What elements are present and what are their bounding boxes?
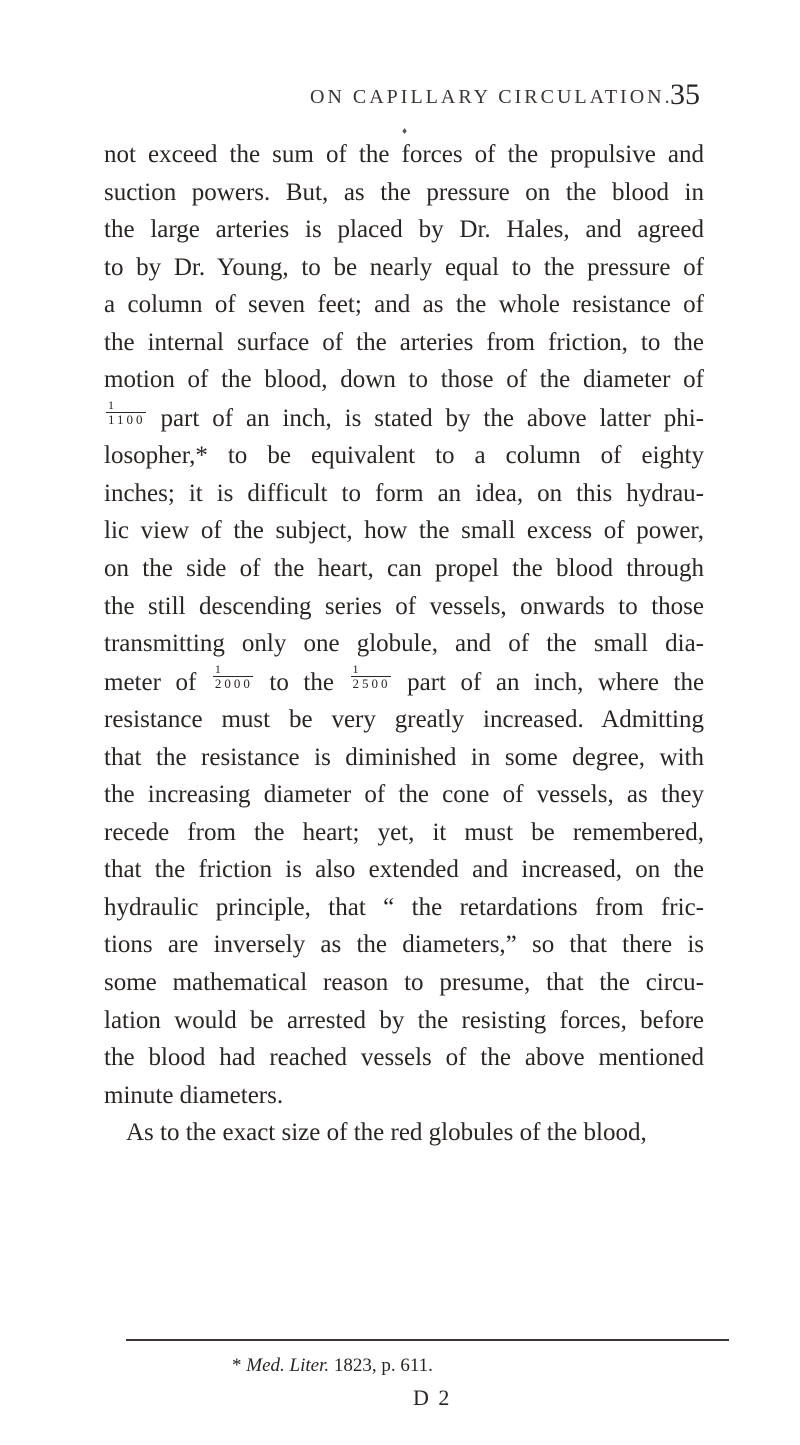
text-line: a column of seven feet; and as the whole resistance of	[104, 291, 704, 319]
text-segment: to the	[269, 668, 334, 696]
paragraph-start-line: As to the exact size of the red globules of the blood,	[126, 1119, 647, 1147]
fraction	[106, 399, 146, 426]
fraction-denominator: 2000	[214, 675, 253, 691]
text-segment: part of an inch, is stated by the above latter phi-	[160, 404, 705, 432]
text-line: the still descending series of vessels, onwards to those	[104, 592, 704, 620]
text-line-with-fraction	[104, 399, 704, 438]
text-line: to by Dr. Young, to be nearly equal to the pressure of	[104, 253, 704, 281]
text-line: some mathematical reason to presume, that the circu-	[104, 969, 704, 997]
footnote-rule	[126, 1339, 729, 1341]
text-line: that the friction is also extended and increased, on the	[104, 856, 704, 884]
footnote	[232, 1355, 433, 1377]
text-line: transmitting only one globule, and of the small dia-	[104, 630, 704, 658]
footnote-journal: Med. Liter.	[246, 1355, 330, 1376]
signature-mark: D 2	[413, 1385, 452, 1410]
text-line: on the side of the heart, can propel the blood through	[104, 555, 704, 583]
text-segment: part of an inch, where the	[407, 668, 705, 696]
ornament-mark: ♦	[402, 126, 408, 137]
text-line: inches; it is difficult to form an idea, on this hydrau-	[104, 479, 704, 507]
running-title: ON CAPILLARY CIRCULATION.	[310, 86, 673, 108]
fraction-numerator: 1	[351, 663, 391, 677]
text-line: tions are inversely as the diameters,” so that there is	[104, 931, 704, 959]
text-line: the internal surface of the arteries from friction, to the	[104, 328, 704, 356]
text-line: minute diameters.	[104, 1081, 284, 1109]
footnote-marker: *	[232, 1355, 242, 1376]
text-line: recede from the heart; yet, it must be remembered,	[104, 818, 704, 846]
text-line-with-fractions	[104, 663, 704, 702]
text-line: losopher,* to be equivalent to a column of eighty	[104, 442, 704, 470]
text-line: hydraulic principle, that “ the retardations from fric-	[104, 893, 704, 921]
text-line: suction powers. But, as the pressure on the blood in	[104, 178, 704, 206]
fraction-numerator: 1	[106, 399, 146, 413]
text-line: lic view of the subject, how the small excess of power,	[104, 517, 704, 545]
text-line: resistance must be very greatly increased. Admitting	[104, 706, 704, 734]
fraction-denominator: 2500	[352, 675, 391, 691]
fraction-denominator: 1100	[108, 411, 146, 427]
text-line: that the resistance is diminished in some degree, with	[104, 743, 704, 771]
text-line: the blood had reached vessels of the above mentioned	[104, 1044, 704, 1072]
text-segment: meter of	[104, 668, 197, 696]
fraction	[213, 663, 253, 690]
text-line: not exceed the sum of the forces of the propulsive and	[104, 141, 704, 168]
text-line: the increasing diameter of the cone of vessels, as they	[104, 781, 704, 809]
body-text	[104, 136, 704, 1152]
text-line: the large arteries is placed by Dr. Hales, and agreed	[104, 216, 704, 244]
fraction-numerator: 1	[213, 663, 253, 677]
text-line: lation would be arrested by the resisting forces, before	[104, 1006, 704, 1034]
footnote-citation: 1823, p. 611.	[333, 1355, 433, 1376]
text-line: motion of the blood, down to those of the diameter of	[104, 366, 704, 394]
page-number: 35	[670, 78, 700, 111]
fraction	[351, 663, 391, 690]
